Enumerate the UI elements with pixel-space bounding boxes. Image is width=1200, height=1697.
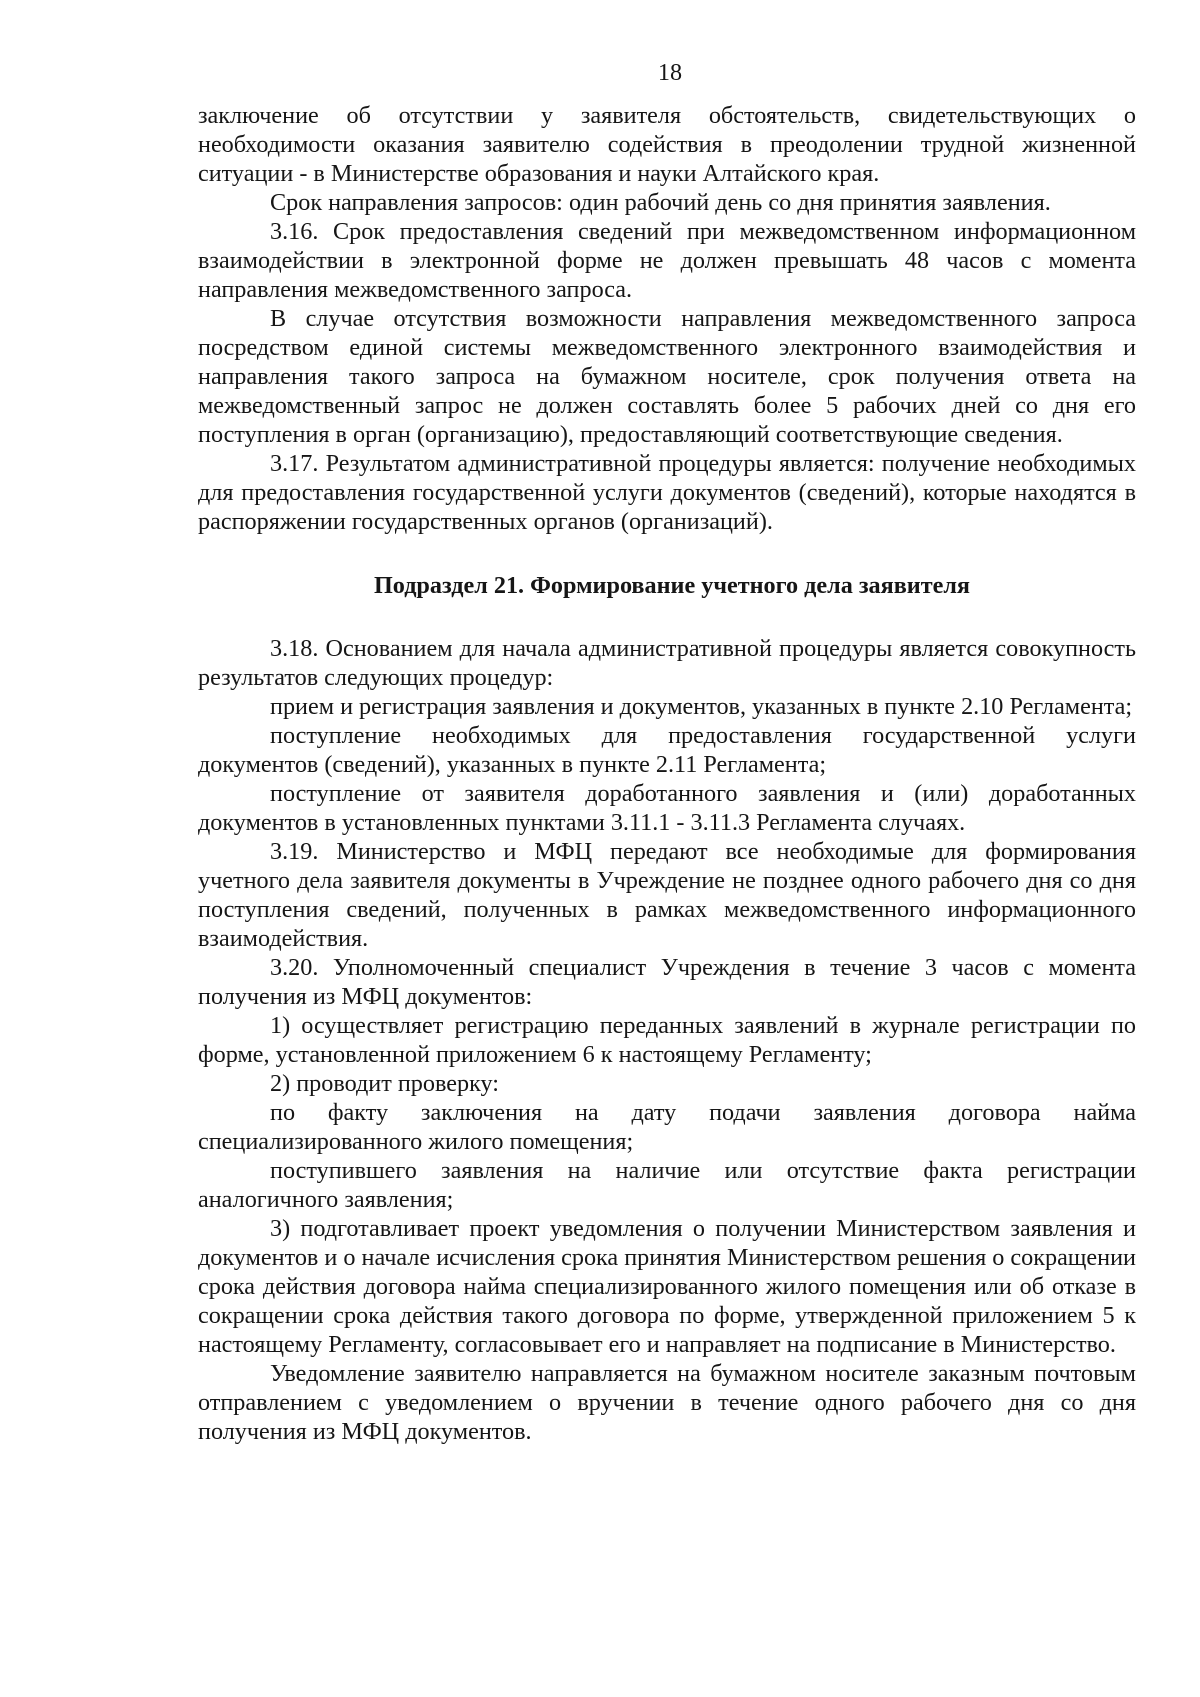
paragraph-3-20: 3.20. Уполномоченный специалист Учреждения в течение 3 часов с момента получения из МФЦ документов: bbox=[198, 954, 1136, 1010]
paragraph-item-1-registration: 1) осуществляет регистрацию переданных заявлений в журнале регистрации по форме, установленной приложением 6 к настоящему Регламенту; bbox=[198, 1012, 1136, 1068]
paragraph-item-2-check: 2) проводит проверку: bbox=[270, 1070, 499, 1097]
paragraph-documents-receipt: поступление необходимых для предоставления государственной услуги документов (сведений), указанных в пункте 2.11 Регламента; bbox=[198, 722, 1136, 778]
paragraph-3-17: 3.17. Результатом административной процедуры является: получение необходимых для предоставления государственной услуги документов (сведений), которые находятся в распоряжении государственных органов (организаций). bbox=[198, 450, 1136, 535]
paragraph-no-electronic-request: В случае отсутствия возможности направления межведомственного запроса посредством единой системы межведомственного электронного взаимодействия и направления такого запроса на бумажном носителе, срок получения ответа на межведомственный запрос не должен составлять более 5 рабочих дней со дня его поступления в орган (организацию), предоставляющий соответствующие сведения. bbox=[198, 305, 1136, 448]
paragraph-revised-application: поступление от заявителя доработанного заявления и (или) доработанных документов в установленных пунктами 3.11.1 - 3.11.3 Регламента случаях. bbox=[198, 780, 1136, 836]
paragraph-3-18: 3.18. Основанием для начала административной процедуры является совокупность результатов следующих процедур: bbox=[198, 635, 1136, 691]
paragraph-reception-registration: прием и регистрация заявления и документов, указанных в пункте 2.10 Регламента; bbox=[270, 693, 1133, 720]
paragraph-check-contract: по факту заключения на дату подачи заявления договора найма специализированного жилого помещения; bbox=[198, 1099, 1136, 1155]
paragraph-check-duplicate: поступившего заявления на наличие или отсутствие факта регистрации аналогичного заявления; bbox=[198, 1157, 1136, 1213]
subsection-title: Подраздел 21. Формирование учетного дела заявителя bbox=[373, 572, 971, 599]
paragraph-3-19: 3.19. Министерство и МФЦ передают все необходимые для формирования учетного дела заявителя документы в Учреждение не позднее одного рабочего дня со дня поступления сведений, полученных в рамках межведомственного информационного взаимодействия. bbox=[198, 838, 1136, 952]
paragraph-conclusion-continuation: заключение об отсутствии у заявителя обстоятельств, свидетельствующих о необходимости оказания заявителю содействия в преодолении трудной жизненной ситуации - в Министерстве образования и науки Алтайского края. bbox=[198, 102, 1136, 187]
page-number: 18 bbox=[657, 59, 683, 86]
paragraph-request-deadline: Срок направления запросов: один рабочий день со дня принятия заявления. bbox=[270, 189, 1051, 216]
document-page bbox=[198, 58, 1136, 1446]
paragraph-item-3-notification-draft: 3) подготавливает проект уведомления о получении Министерством заявления и документов и о начале исчисления срока принятия Министерством решения о сокращении срока действия договора найма специализированного жилого помещения или об отказе в сокращении срока действия такого договора по форме, утвержденной приложением 5 к настоящему Регламенту, согласовывает его и направляет на подписание в Министерство. bbox=[198, 1215, 1136, 1358]
paragraph-3-16: 3.16. Срок предоставления сведений при межведомственном информационном взаимодействии в электронной форме не должен превышать 48 часов с момента направления межведомственного запроса. bbox=[198, 218, 1136, 303]
paragraph-notification-sending: Уведомление заявителю направляется на бумажном носителе заказным почтовым отправлением с уведомлением о вручении в течение одного рабочего дня со дня получения из МФЦ документов. bbox=[198, 1360, 1136, 1445]
